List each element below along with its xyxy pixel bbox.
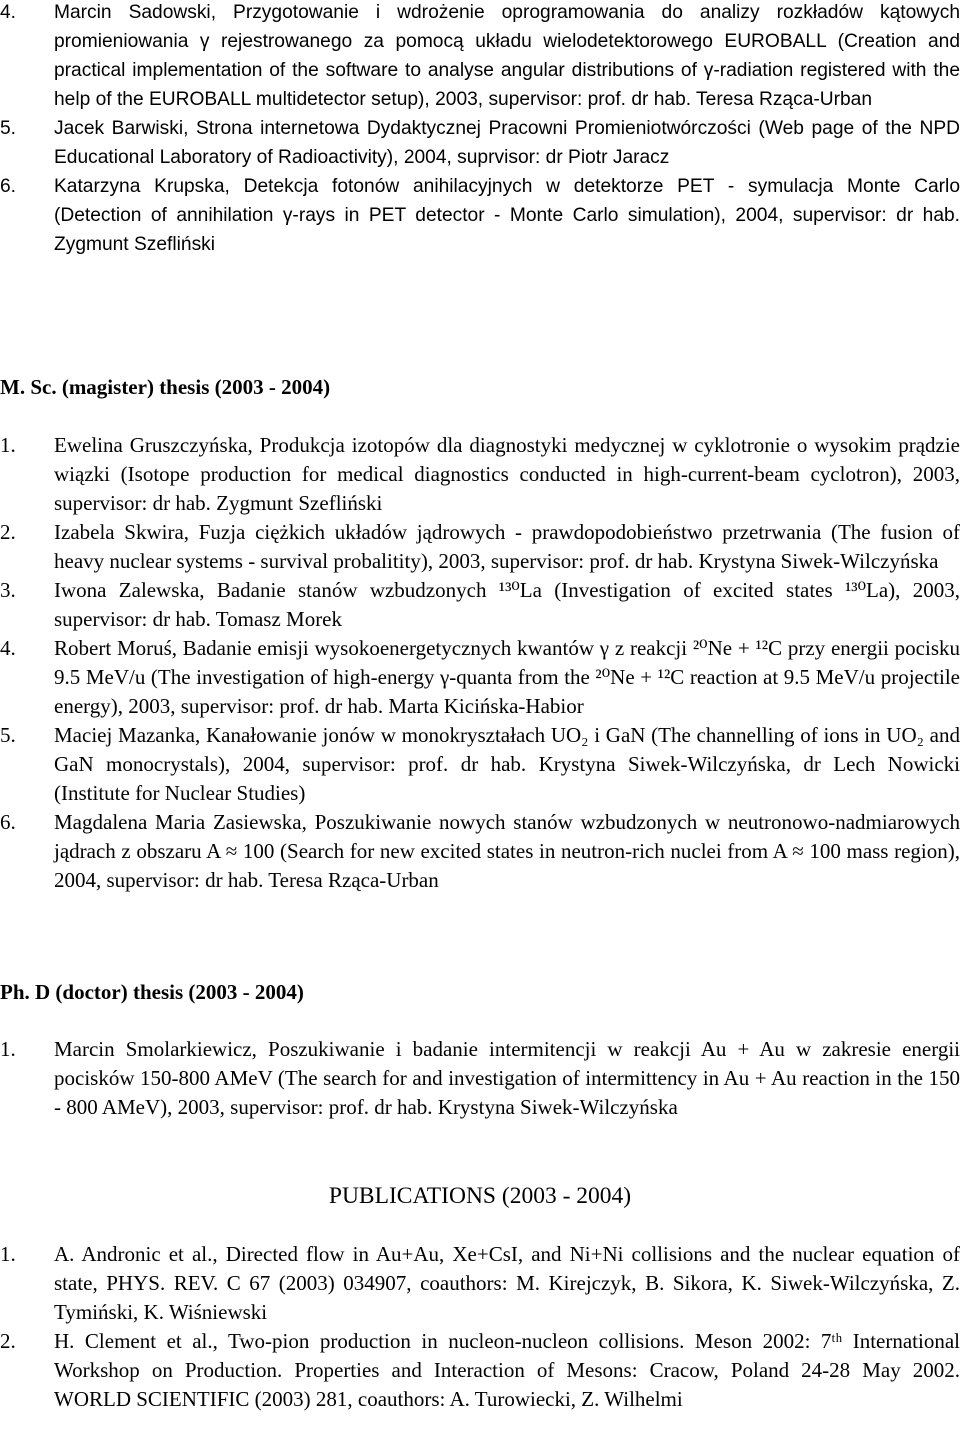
item-number: 5.: [0, 723, 16, 747]
item-text: Robert Moruś, Badanie emisji wysokoenergetycznych kwantów γ z reakcji ²⁰Ne + ¹²C przy energii pocisku 9.5 MeV/u (The investigation of high-energy γ-quanta from the ²⁰Ne + ¹²C reaction at 9.5 MeV/u projectile energy), 2003, supervisor: prof. dr hab. Marta Kicińska-Habior: [54, 636, 960, 718]
item-number: 1.: [0, 1037, 16, 1061]
item-text: Katarzyna Krupska, Detekcja fotonów anihilacyjnych w detektorze PET - symulacja Monte Carlo (Detection of annihilation γ-rays in PET detector - Monte Carlo simulation), 2004, supervisor: dr hab. Zygmunt Szefliński: [54, 176, 960, 255]
item-text: Maciej Mazanka, Kanałowanie jonów w monokryształach UO₂ i GaN (The channelling of ions in UO₂ and GaN monocrystals), 2004, supervisor: prof. dr hab. Krystyna Siwek-Wilczyńska, dr Lech Nowicki (Institute for Nuclear Studies): [54, 723, 960, 805]
publications-heading: PUBLICATIONS (2003 - 2004): [328, 1183, 632, 1209]
item-number: 4.: [0, 636, 16, 660]
item-number: 2.: [0, 1329, 16, 1353]
list-item: [0, 172, 960, 259]
item-text: Ewelina Gruszczyńska, Produkcja izotopów dla diagnostyki medycznej w cyklotronie o wysokim prądzie wiązki (Isotope production for medical diagnostics conducted in high-current-beam cyclotron), 2003, supervisor: dr hab. Zygmunt Szefliński: [54, 433, 960, 515]
msc-thesis-list: [0, 431, 960, 895]
item-number: 3.: [0, 578, 16, 602]
item-text: H. Clement et al., Two-pion production in nucleon-nucleon collisions. Meson 2002: 7ᵗʰ International Workshop on Production. Properties and Interaction of Mesons: Cracow, Poland 24-28 May 2002. WORLD SCIENTIFIC (2003) 281, coauthors: A. Turowiecki, Z. Wilhelmi: [54, 1329, 960, 1411]
list-item: [0, 1240, 960, 1327]
list-item: [0, 808, 960, 895]
item-number: 6.: [0, 810, 16, 834]
item-number: 1.: [0, 433, 16, 457]
item-text: Iwona Zalewska, Badanie stanów wzbudzonych ¹³⁰La (Investigation of excited states ¹³⁰La), 2003, supervisor: dr hab. Tomasz Morek: [54, 578, 960, 631]
list-item: [0, 634, 960, 721]
item-text: Marcin Smolarkiewicz, Poszukiwanie i badanie intermitencji w reakcji Au + Au w zakresie energii pocisków 150-800 AMeV (The search for and investigation of intermittency in Au + Au reaction in the 150 - 800 AMeV), 2003, supervisor: prof. dr hab. Krystyna Siwek-Wilczyńska: [54, 1037, 960, 1119]
item-text: A. Andronic et al., Directed flow in Au+Au, Xe+CsI, and Ni+Ni collisions and the nuclear equation of state, PHYS. REV. C 67 (2003) 034907, coauthors: M. Kirejczyk, B. Sikora, K. Siwek-Wilczyńska, Z. Tymiński, K. Wiśniewski: [54, 1242, 960, 1324]
item-text: Magdalena Maria Zasiewska, Poszukiwanie nowych stanów wzbudzonych w neutronowo-nadmiarowych jądrach z obszaru A ≈ 100 (Search for new excited states in neutron-rich nuclei from A ≈ 100 mass region), 2004, supervisor: dr hab. Teresa Rząca-Urban: [54, 810, 960, 892]
list-item: [0, 721, 960, 808]
list-item: [0, 1327, 960, 1414]
list-item: [0, 576, 960, 634]
phd-heading: Ph. D (doctor) thesis (2003 - 2004): [0, 980, 304, 1004]
phd-thesis-list: [0, 1035, 960, 1122]
diploma-list-continued: [0, 0, 960, 259]
item-text: Marcin Sadowski, Przygotowanie i wdrożenie oprogramowania do analizy rozkładów kątowych promieniowania γ rejestrowanego za pomocą układu wielodetektorowego EUROBALL (Creation and practical implementation of the software to analyse angular distributions of γ-radiation registered with the help of the EUROBALL multidetector setup), 2003, supervisor: prof. dr hab. Teresa Rząca-Urban: [54, 2, 960, 110]
item-number: 2.: [0, 520, 16, 544]
item-text: Jacek Barwiski, Strona internetowa Dydaktycznej Pracowni Promieniotwórczości (Web page of the NPD Educational Laboratory of Radioactivity), 2004, suprvisor: dr Piotr Jaracz: [54, 118, 960, 168]
list-item: [0, 431, 960, 518]
publications-list: [0, 1240, 960, 1414]
item-number: 6.: [0, 176, 17, 197]
list-item: [0, 0, 960, 114]
item-number: 5.: [0, 118, 17, 139]
list-item: [0, 114, 960, 172]
list-item: [0, 518, 960, 576]
item-text: Izabela Skwira, Fuzja ciężkich układów jądrowych - prawdopodobieństwo przetrwania (The fusion of heavy nuclear systems - survival probalitity), 2003, supervisor: prof. dr hab. Krystyna Siwek-Wilczyńska: [54, 520, 960, 573]
item-number: 4.: [0, 2, 17, 23]
list-item: [0, 1035, 960, 1122]
item-number: 1.: [0, 1242, 16, 1266]
msc-heading: M. Sc. (magister) thesis (2003 - 2004): [0, 375, 331, 399]
